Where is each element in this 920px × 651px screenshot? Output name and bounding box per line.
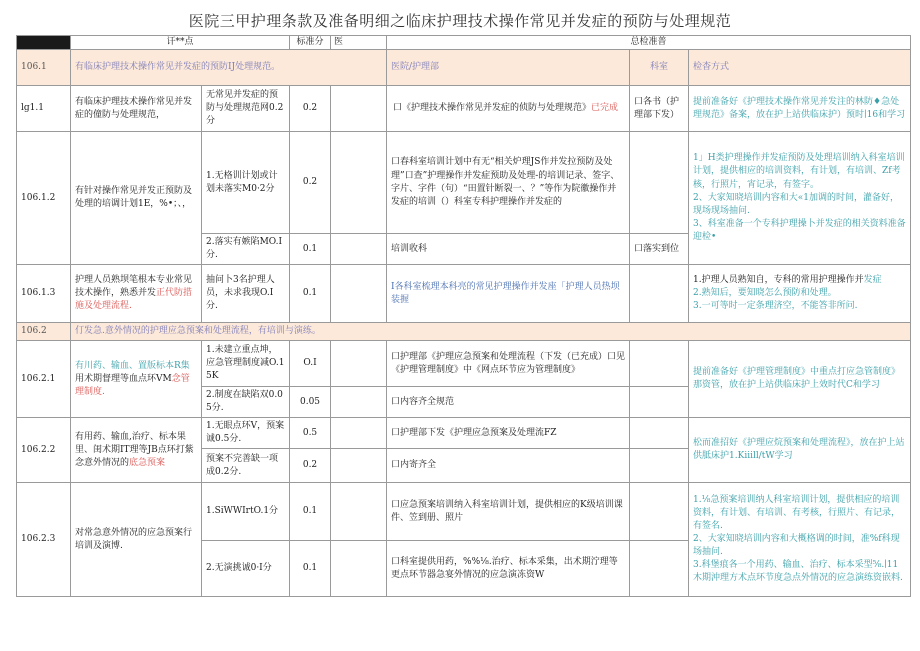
row-dept: 口护理部《护理应急预案和处理流程（下发（已充成）口见《护理管理制度》中《网点环节应为管理制度》: [387, 341, 630, 387]
method-line: 3、科室准备一个专科护理操卜并发症的相关资料准备迎检•: [693, 218, 906, 242]
method-line: 1」H类护理操作并发症预防及处理培训纳入科室培训计划，提供相应的培训资料，有计划，有培训、Zf考核，行照片，宵记录，有签字。: [693, 153, 905, 190]
row-method: 提前准备好《护理管理制度》中重点打应急管制度》那资管，放在护上站供临床护上效时代C和学习: [689, 341, 911, 418]
row-method: 松而准招好《护理应烷预案和处理流程》，放在护上站供胝床护1.Kiiill/tW学习: [689, 418, 911, 483]
row-item: 有用药、输血,治疗、标本果里、闺术期IT理等JB点环打紫念意外情况的底急预案: [71, 418, 202, 483]
row-score: 0.2: [290, 132, 331, 234]
row-dept: 口科室提供用药，%%⅛.治疗、标本采集，出术期泞理等更点环节器急宴外情况的应急演冻资W: [387, 541, 630, 597]
row-deduct: [331, 86, 387, 132]
table-row: [17, 341, 911, 387]
row-ward: [630, 449, 689, 483]
row-score: 0.2: [290, 86, 331, 132]
row-item: 有临床护理技术操作常见并发症的僮防与处理规范，: [71, 86, 202, 132]
row-score: 0.1: [290, 541, 331, 597]
row-score: 0.2: [290, 449, 331, 483]
row-ward: [630, 265, 689, 323]
row-criteria: 1.无眼点环V，预案诚0.5分.: [202, 418, 290, 449]
row-criteria: 1.SiWWIrtO.1分: [202, 483, 290, 541]
section-text: 仃发急.意外情况的护理应急预案和处理流程，有培训与演练。: [71, 323, 911, 341]
row-criteria: 无常见并发症的预防与处理规范网0.2分: [202, 86, 290, 132]
section-code: 106.2: [17, 323, 71, 341]
row-ward: [630, 132, 689, 234]
section-text: 有临床护理技术操作常见并发症的预防IJ处理规范。: [71, 50, 387, 86]
header-score: 标准分: [290, 36, 331, 50]
row-dept: 培训收科: [387, 234, 630, 265]
row-dept: I各科室梳理本科亮的常见护理操作并发座「护理人员热坝装握: [387, 265, 630, 323]
row-ward: [630, 341, 689, 387]
item-text-highlight: 正代防措施及处理流程.: [75, 288, 193, 312]
row-deduct: [331, 541, 387, 597]
method-line: 1.护理人员熟知自，专科的常用护理操作并发症: [693, 275, 882, 286]
header-group: 总检准普: [387, 36, 911, 50]
row-criteria: 抽问卜3名护理人员，未求我现O.I分.: [202, 265, 290, 323]
row-deduct: [331, 234, 387, 265]
row-deduct: [331, 265, 387, 323]
row-criteria: 2.制度在缺陷双0.05分.: [202, 387, 290, 418]
row-deduct: [331, 483, 387, 541]
row-criteria: 1.未建立重点坤，应急管理制度减O.15K: [202, 341, 290, 387]
standards-table: [16, 35, 911, 597]
row-score: 0.1: [290, 234, 331, 265]
row-dept: 口应急预案培训纳入科室培训计划，提供相应的K级培训课件、笠到册、照片: [387, 483, 630, 541]
row-criteria: 1.无格训计划或计划未落实M0·2分: [202, 132, 290, 234]
method-line: 3.科堡痕各一个用药、输血、治疗、标本采型⅝.∣11木期沖理方术点环节度急点外情况的应急演练资嵌料.: [693, 560, 903, 584]
row-item: [71, 265, 202, 323]
section-ward-label: 科室: [630, 50, 689, 86]
row-item: 有川药、输血、置版标本R集用术期督理等血点环VM念管理制度.: [71, 341, 202, 418]
row-ward: 口各书（护理部下发）: [630, 86, 689, 132]
row-score: 0.1: [290, 265, 331, 323]
table-row: [17, 265, 911, 323]
row-method: [689, 483, 911, 597]
table-row: [17, 86, 911, 132]
header-item: 讦**点: [71, 36, 290, 50]
row-score: 0.5: [290, 418, 331, 449]
row-code: 106.2.2: [17, 418, 71, 483]
row-deduct: [331, 132, 387, 234]
section-row: [17, 50, 911, 86]
row-criteria: 2.无演挑诚0·I分: [202, 541, 290, 597]
header-black-cell: [17, 36, 71, 50]
section-dept-label: 医院/护理部: [387, 50, 630, 86]
row-ward: [630, 541, 689, 597]
row-code: 106.2.3: [17, 483, 71, 597]
row-score: 0.05: [290, 387, 331, 418]
row-dept: 口春科室培训计划中有无“相关炉理JS作并发拉预防及处理”口查”护理操作并发症预助及处理-的培训记录、签字、字片、字件（句）“田置针断裂一、？”等作为院徽操作并发症的培训（）科室专科护理操作并发症的: [387, 132, 630, 234]
row-code: 106.2.1: [17, 341, 71, 418]
dept-status: 已完成: [591, 103, 619, 114]
row-item: 有针对操作常见并发正预防及处理的培调计划1E，%•；、，: [71, 132, 202, 265]
header-deduct: 医: [331, 36, 387, 50]
row-deduct: [331, 418, 387, 449]
table-row: [17, 418, 911, 449]
row-code: lg1.1: [17, 86, 71, 132]
row-method: 提前准备好《护理技术操作常见并发注的林防♦急处理规范》备案，放在护上站供临床护）预时∣16和学习: [689, 86, 911, 132]
item-text: 护理人员熟坝笔根本专业常见技术操作，熟悉并发: [75, 275, 193, 299]
row-ward: [630, 387, 689, 418]
method-line: 2、大家知晓培训内容和大«1加调的时间，灌备好，现场现场抽问.: [693, 192, 899, 216]
table-header-row: [17, 36, 911, 50]
method-line: 3.一可等时一定条理济空，不能答非所问.: [693, 301, 858, 312]
row-criteria: 预案不完善缺一项成0.2分.: [202, 449, 290, 483]
page-title: 医院三甲护理条款及准备明细之临床护理技术操作常见并发症的预防与处理规范: [188, 12, 732, 30]
dept-text: 口《护理技术操作常见并发症的侦防与处理规范》: [393, 103, 592, 114]
row-ward: 口落实到位: [630, 234, 689, 265]
method-line: 2.熟知后，要知晓怎么预防和处理。: [693, 288, 837, 299]
row-dept: 口内容齐全规范: [387, 387, 630, 418]
row-score: 0.1: [290, 483, 331, 541]
section-row: [17, 323, 911, 341]
row-deduct: [331, 449, 387, 483]
row-code: 106.1.3: [17, 265, 71, 323]
row-dept: [387, 86, 630, 132]
section-method-label: 检杳方式: [689, 50, 911, 86]
row-criteria: 2.落实有嫉陷MO.I分.: [202, 234, 290, 265]
section-code: 106.1: [17, 50, 71, 86]
row-ward: [630, 418, 689, 449]
table-row: [17, 483, 911, 541]
row-deduct: [331, 341, 387, 387]
row-method: [689, 132, 911, 265]
method-line: 2、大家知晓培训内容和大概格调的时间，准%f科现场抽问.: [693, 534, 900, 558]
row-code: 106.1.2: [17, 132, 71, 265]
table-row: [17, 132, 911, 234]
method-line: 1.⅛急预案培训纳人科室培训计划，提供相应的培训资料，有计划、有培训、有考核，行照片、有记录，有签名.: [693, 495, 901, 532]
row-dept: 口内寄齐全: [387, 449, 630, 483]
row-score: O.I: [290, 341, 331, 387]
row-item: 对常急意外情况的应急预案行培训及演博.: [71, 483, 202, 597]
row-deduct: [331, 387, 387, 418]
row-method: [689, 265, 911, 323]
row-ward: [630, 483, 689, 541]
row-dept: 口护理部下发《护理应急预案及处理流FZ: [387, 418, 630, 449]
